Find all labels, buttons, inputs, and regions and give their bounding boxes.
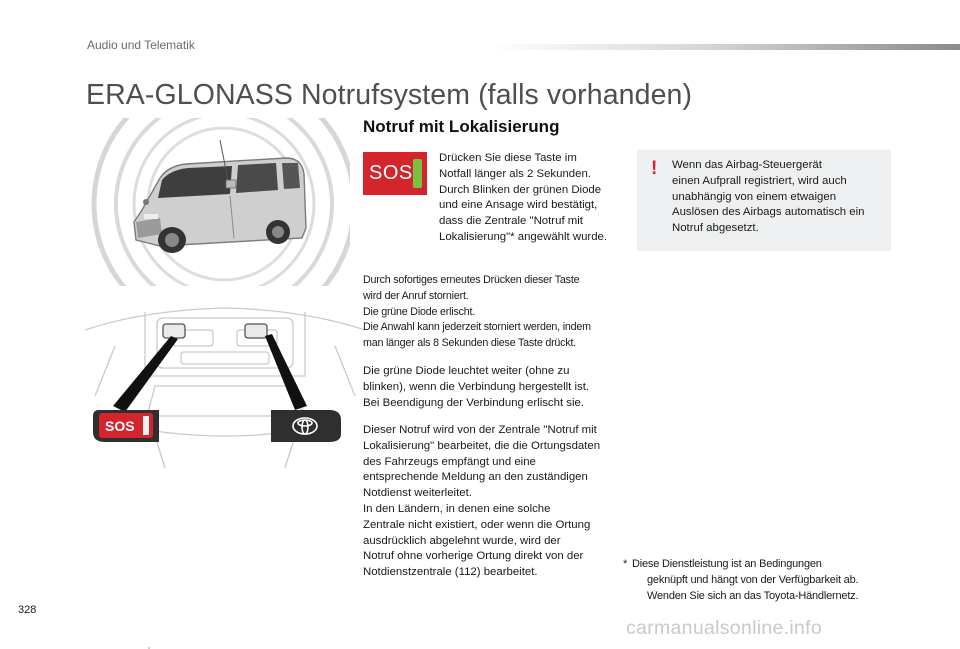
- text-line: Lokalisierung" bearbeitet, die die Ortungsdaten: [363, 439, 601, 452]
- warning-exclamation-icon: !: [651, 158, 658, 179]
- text-line: wird der Anruf storniert.: [363, 289, 469, 302]
- ceiling-console-illustration: [85, 306, 365, 468]
- text-line: Wenn das Airbag-Steuergerät: [672, 159, 822, 171]
- text-line: Die grüne Diode leuchtet weiter (ohne zu: [363, 365, 570, 377]
- text-line: geknüpft und hängt von der Verfügbarkeit ab.: [647, 573, 859, 586]
- page-number: 328: [18, 604, 37, 616]
- text-line: Zentrale nicht existiert, oder wenn die Ortung: [363, 518, 591, 531]
- section-label: Audio und Telematik: [87, 38, 195, 52]
- van-body: [134, 140, 306, 253]
- text-line: Diese Dienstleistung ist an Bedingungen: [632, 558, 822, 570]
- processing-paragraph: [363, 423, 600, 581]
- text-line: Notdienst weiterleitet.: [363, 487, 472, 500]
- text-line: Notdienstzentrale (112) bearbeitet.: [363, 566, 538, 579]
- text-line: dass die Zentrale "Notruf mit: [439, 215, 583, 228]
- airbag-note-box: [637, 150, 891, 251]
- text-line: Bei Beendigung der Verbindung erlischt sie.: [363, 396, 584, 409]
- text-line: Notruf ohne vorherige Ortung direkt von der: [363, 550, 584, 563]
- text-line: blinken), wenn die Verbindung hergestellt ist.: [363, 380, 590, 393]
- text-line: unabhängig von einem etwaigen: [672, 190, 837, 203]
- text-line: Lokalisierung"* angewählt wurde.: [439, 230, 608, 243]
- ceiling-toyota-panel: [271, 410, 341, 442]
- text-line: Notruf abgesetzt.: [672, 222, 759, 235]
- text-line: Wenden Sie sich an das Toyota-Händlernetz.: [647, 589, 859, 602]
- text-line: In den Ländern, in denen eine solche: [363, 502, 551, 515]
- text-line: Die grüne Diode erlischt.: [363, 305, 476, 318]
- text-line: Durch Blinken der grünen Diode: [439, 183, 602, 196]
- text-line: einen Aufprall registriert, wird auch: [672, 174, 847, 187]
- ceiling-sos-label: SOS: [105, 418, 135, 434]
- ceiling-sos-panel: [93, 410, 159, 442]
- text-line: Durch sofortiges erneutes Drücken dieser Taste: [363, 274, 580, 286]
- text-line: Auslösen des Airbags automatisch ein: [672, 206, 865, 219]
- led-paragraph: [363, 364, 589, 411]
- text-line: Dieser Notruf wird von der Zentrale "Notruf mit: [363, 424, 597, 436]
- page-title: ERA-GLONASS Notrufsystem (falls vorhanden): [86, 79, 693, 111]
- text-line: und eine Ansage wird bestätigt,: [439, 199, 598, 212]
- cancel-paragraph: [363, 273, 591, 352]
- text-line: Notfall länger als 2 Sekunden.: [439, 167, 591, 180]
- led-indicator-icon: [413, 159, 422, 188]
- text-line: man länger als 8 Sekunden diese Taste drückt.: [363, 337, 576, 350]
- header-bar: [490, 44, 960, 50]
- text-line: entsprechende Meldung an den zuständigen: [363, 471, 588, 484]
- watermark: carmanualsonline.info: [626, 617, 822, 639]
- text-line: des Fahrzeugs empfängt und eine: [363, 455, 536, 468]
- text-line: Drücken Sie diese Taste im: [439, 152, 577, 164]
- airbag-note-text: [672, 158, 865, 237]
- sos-button[interactable]: [363, 152, 427, 195]
- section-subtitle: Notruf mit Lokalisierung: [363, 117, 560, 136]
- footnote: [623, 557, 903, 607]
- text-line: ausdrücklich abgelehnt wurde, wird der: [363, 534, 561, 547]
- sos-button-label: SOS: [369, 162, 413, 184]
- van-illustration: [90, 118, 350, 286]
- text-line: Die Anwahl kann jederzeit storniert werden, indem: [363, 321, 591, 334]
- step1-text: [439, 151, 607, 246]
- footnote-star: *: [623, 558, 628, 570]
